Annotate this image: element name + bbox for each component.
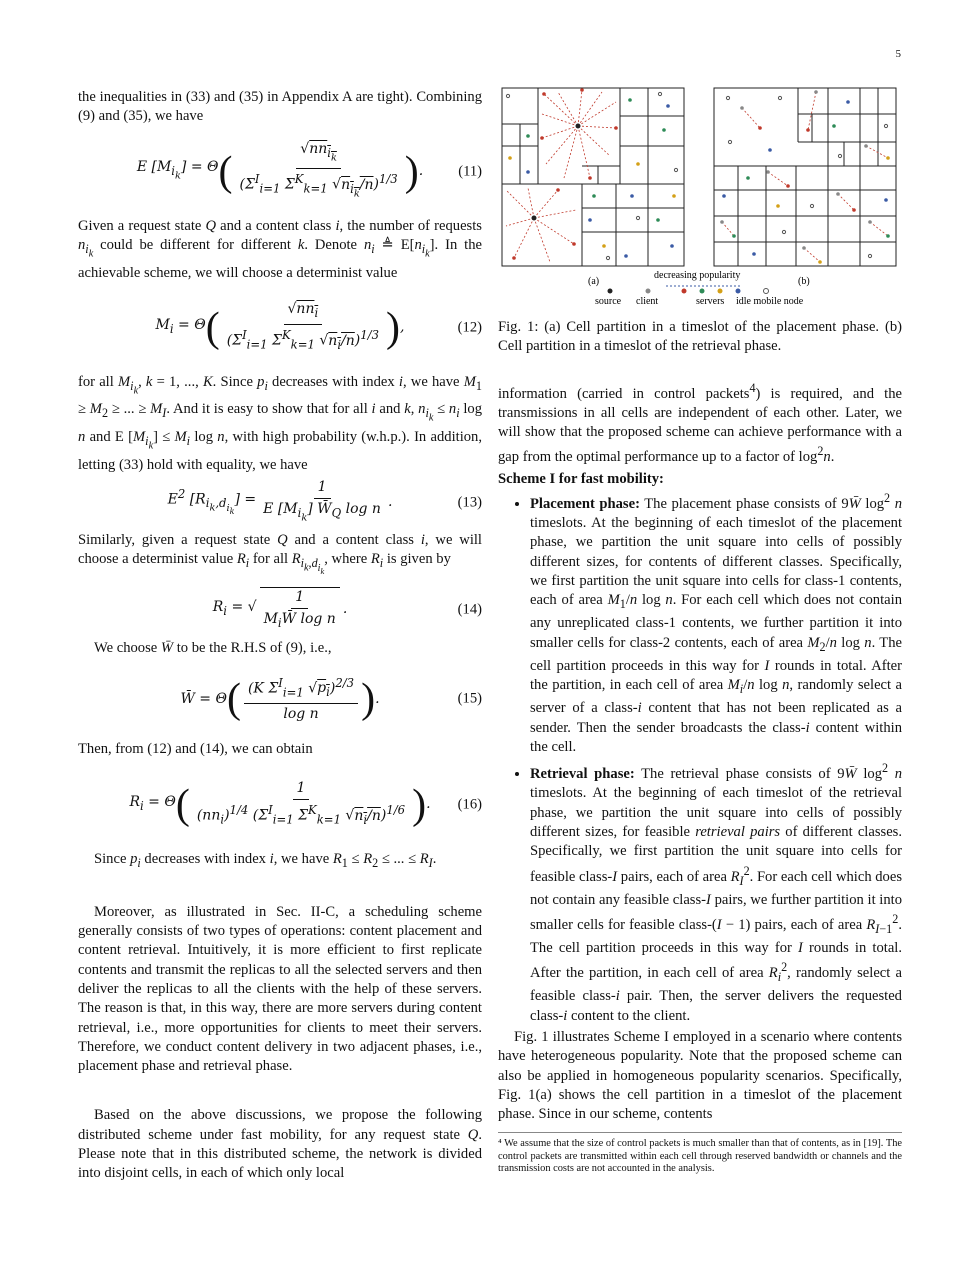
panel-a xyxy=(502,88,684,266)
left-paragraph-6: Then, from (12) and (14), we can obtain xyxy=(78,741,313,758)
left-paragraph-1: the inequalities in (33) and (35) in Appendix A are tight). Combining (9) and (35), we have xyxy=(78,89,482,125)
list-item-placement: • Placement phase: The placement phase consists of 9W̄ $\log^2 n$ timeslots. At the beginning of each timeslot of the placement phase, we partition the unit square into cells of possibly different sizes, for contents of different classes. Specifically, we first partition the unit square into cells for class-1 contents, each of area $M_1/n$ log n. For each cell which does not contain any unreplicated class-1 contents, we further partition it into smaller cells for class-2 contents, each of area $M_2/n$ log n. The cell partition proceeds in this way for I rounds in total. After the partition, in each cell of area $M_i/n$ log n, randomly select a server of a class-i content that has not been replicated as a sender. Then the sender broadcasts the class-i content within the cell. xyxy=(530,489,902,757)
legend-client: client xyxy=(636,296,659,307)
right-paragraph-2: Fig. 1 illustrates Scheme I employed in a scenario where contents have heterogeneous popularity. Note that the proposed scheme can also be applied in homogeneous popularity scenarios. Specifically, Fig. 1(a) shows the cell partition in a timeslot of the placement phase. Since in our scheme, contents xyxy=(498,1028,902,1123)
label-b: (b) xyxy=(798,276,810,287)
list-item-retrieval: • Retrieval phase: The retrieval phase consists of 9W̄ $\log^2 n$ timeslots. At the beginning of each timeslot of the retrieval phase, we partition the unit square into cells of possibly different sizes, for feasible retrieval pairs of different classes. Specifically, we first partition the unit square into cells for feasible class-I pairs, each of area $R_I^2$. For each cell which does not contain any feasible class-I pairs, we further partition it into smaller cells for feasible class-(I − 1) pairs, each of area $R_{I-1}^2$. The cell partition proceeds in this way for I rounds in total. After the partition, in each cell of area $R_i^2$, randomly select a feasible class-i pair. Then, the server delivers the requested class-i content to the client. xyxy=(530,759,902,1026)
footnote-4: ⁴ We assume that the size of control packets is much smaller than that of contents, as in [19]. The control packets are transmitted within each cell through reserved bandwidth or channels and the transmission costs are not accounted in the analysis. xyxy=(498,1132,902,1175)
right-column xyxy=(498,86,902,1176)
equation-number: (13) xyxy=(457,494,482,511)
equation-number: (14) xyxy=(457,601,482,618)
equation-16: $R_i = \Theta$ ( $\frac{1}{(nn_i)^{1/4} (\Sigma^I_{i=1} \Sigma^K_{k=1} √n_i/n)^{1/6}}$ ) . (16) xyxy=(129,779,482,828)
equation-number: (11) xyxy=(458,162,482,179)
left-paragraph-5: We choose W̄ to be the R.H.S of (9), i.e., xyxy=(94,639,332,656)
left-paragraph-3: for all $M_{i_k}$, k = 1, ..., K. Since $p_i$ decreases with index i, we have $M_1 \ge M_2$ ≥ ... ≥ $M_I$. And it is easy to show that for all i and k, $n_{i_k} \le n_i$ log n and E $[M_{i_k}] \le M_i$ log n, with high probability (w.h.p.). In addition, letting (33) hold with equality, we have xyxy=(78,373,483,473)
left-paragraph-9: Based on the above discussions, we propose the following distributed scheme under fast mobility, for any request state Q. Please note that in this distributed scheme, the network is divided into disjoint cells, in each of which only local xyxy=(78,1107,482,1182)
figure-1 xyxy=(498,86,902,307)
cell-partition-figure xyxy=(498,86,902,308)
equation-13: $E^2$ $[R_{i_k,d_{i_k}}]$ = $\frac{1}{E [M_{i_k}] W̄_Q \log n}$ . (13) xyxy=(167,479,482,524)
figure-caption: Fig. 1: (a) Cell partition in a timeslot of the placement phase. (b) Cell partition in a timeslot of the retrieval phase. xyxy=(498,319,902,355)
left-paragraph-2: Given a request state Q and a content class i, the number of requests $n_{i_k}$ could be different for different k. Denote $n_i$ ≜ $E[n_{i_k}]$. In the achievable scheme, we will choose a determinist value xyxy=(78,217,482,281)
legend-source: source xyxy=(595,296,622,307)
panel-b xyxy=(714,88,896,266)
scheme-list xyxy=(498,489,902,1026)
left-paragraph-4: Similarly, given a request state Q and a content class i, we will choose a determinist value $R_i$ for all $R_{i_k,d_{i_k}}$, where $R_i$ is given by xyxy=(78,531,482,576)
equation-11: E $[M_{i_k}] = \Theta$ ( $\frac{√nn_{i_k}}{(\Sigma^I_{i=1} \Sigma^K_{k=1} √n_{i_k}/n)^{1/3}}$ ) . (11) xyxy=(136,140,482,200)
page-number: 5 xyxy=(895,48,901,60)
legend-idle: idle mobile node xyxy=(736,296,804,307)
equation-number: (15) xyxy=(457,690,482,707)
legend-servers: servers xyxy=(696,296,725,307)
equation-number: (16) xyxy=(457,795,482,812)
equation-14: $R_i$ = √ $\frac{1}{M_iW̄ \log n}$ . (14) xyxy=(78,587,482,633)
right-paragraph-1: information (carried in control packets$^4$) is required, and the transmissions in all cells are independent of each other. Later, we will show that the proposed scheme can achieve performance with a gap from the optimal performance up to a factor of $\log^2n$. xyxy=(498,380,902,466)
equation-12: $M_i = \Theta$ ( $\frac{√nn_i}{(\Sigma^I_{i=1} \Sigma^K_{k=1} √n_i/n)^{1/3}}$ ) , (12) xyxy=(155,301,482,352)
left-paragraph-8: Moreover, as illustrated in Sec. II-C, a scheduling scheme generally consists of two types of operations: content placement and content retrieval. Intuitively, it is more efficient to first replicate contents and transmit the replicas to all the selected servers and then deliver the replicas to all the clients with the help of these servers. The reason is that, in this way, there are more servers during content retrieval, i.e., more opportunities for clients to meet their servers. Therefore, we conduct content delivery in two adjacent phases, i.e., placement phase and retrieval phase. xyxy=(78,903,482,1075)
left-column xyxy=(78,88,482,1184)
equation-number: (12) xyxy=(457,319,482,336)
equation-15: W̄ = Θ ( $\frac{(K \Sigma^I_{i=1} √p_i)^{2/3}}{\text{log n}}$ ) . (15) xyxy=(180,675,482,723)
left-paragraph-7: Since $p_i$ decreases with index i, we have $R_1 \le R_2$ ≤ ... ≤ $R_I$. xyxy=(94,850,437,870)
popularity-label: decreasing popularity xyxy=(654,270,741,281)
label-a: (a) xyxy=(588,276,600,287)
scheme-heading: Scheme I for fast mobility: xyxy=(498,470,664,487)
